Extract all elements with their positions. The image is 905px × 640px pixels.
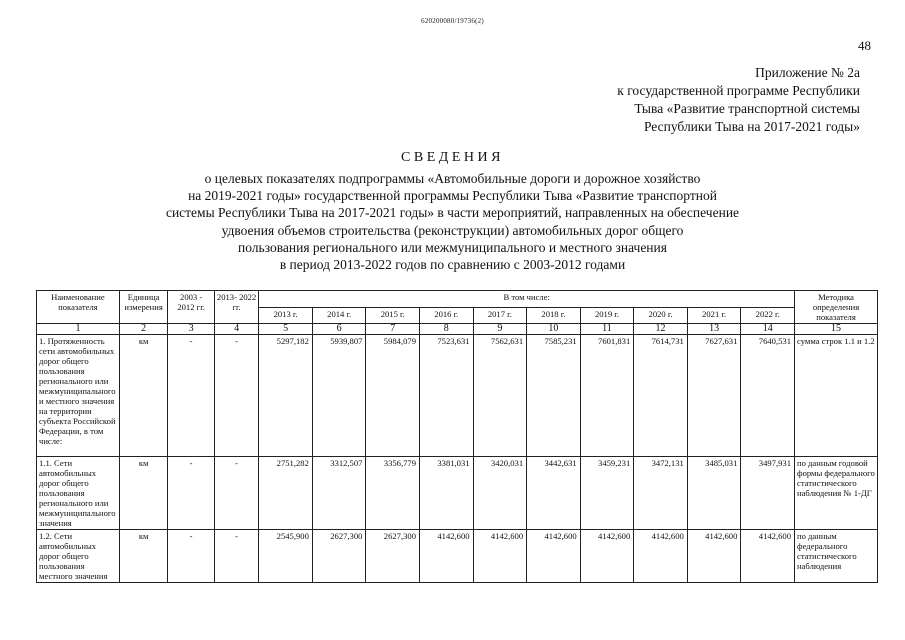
row-value: 2545,900 [259, 530, 313, 583]
row-value: 7627,631 [687, 335, 741, 457]
row-value: 3485,031 [687, 457, 741, 530]
subtitle-line: удвоения объемов строительства (реконструкции) автомобильных дорог общего [221, 222, 684, 238]
column-number: 13 [687, 324, 741, 335]
row-value: 7601,831 [580, 335, 634, 457]
row-value: 4142,600 [473, 530, 527, 583]
header-year: 2022 г. [741, 307, 795, 324]
row-value: 3442,631 [527, 457, 581, 530]
header-year: 2015 г. [366, 307, 420, 324]
column-number: 4 [214, 324, 258, 335]
row-value: 3459,231 [580, 457, 634, 530]
row-name: 1. Протяженность сети автомобильных дорог общего пользования регионального или межмуниципального и местного значения на территории субъекта Российской Федерации, в том числе: [37, 335, 120, 457]
document-subtitle [0, 170, 905, 273]
row-unit: км [119, 530, 168, 583]
row-unit: км [119, 457, 168, 530]
page-number: 48 [858, 38, 871, 53]
document-id: 620200080/19736(2) [421, 17, 484, 25]
row-method: сумма строк 1.1 и 1.2 [795, 335, 878, 457]
row-value: 2627,300 [366, 530, 420, 583]
header-including: В том числе: [259, 291, 795, 308]
header-year: 2020 г. [634, 307, 688, 324]
header-method: Методика определения показателя [795, 291, 878, 324]
header-period-2003-2012: 2003 - 2012 гг. [168, 291, 214, 324]
row-value: 4142,600 [420, 530, 474, 583]
column-number: 14 [741, 324, 795, 335]
column-number: 6 [312, 324, 366, 335]
row-period-2003-2012: - [168, 457, 214, 530]
row-value: 7523,631 [420, 335, 474, 457]
subtitle-line: о целевых показателях подпрограммы «Автомобильные дороги и дорожное хозяйство [204, 171, 701, 186]
column-number: 1 [37, 324, 120, 335]
header-year: 2014 г. [312, 307, 366, 324]
row-value: 4142,600 [580, 530, 634, 583]
row-period-2013-2022: - [214, 335, 258, 457]
appendix-line: Приложение № 2а [755, 65, 860, 80]
row-value: 4142,600 [527, 530, 581, 583]
subtitle-line: на 2019-2021 годы» государственной программы Республики Тыва «Развитие транспортной [188, 188, 717, 204]
row-value: 7562,631 [473, 335, 527, 457]
column-number: 3 [168, 324, 214, 335]
row-method: по данным федерального статистического наблюдения [795, 530, 878, 583]
header-year: 2013 г. [259, 307, 313, 324]
row-value: 4142,600 [741, 530, 795, 583]
appendix-line: Тыва «Развитие транспортной системы [634, 101, 860, 116]
table-row [37, 530, 878, 583]
row-value: 5984,079 [366, 335, 420, 457]
column-number: 7 [366, 324, 420, 335]
column-number: 8 [420, 324, 474, 335]
header-year: 2016 г. [420, 307, 474, 324]
row-period-2013-2022: - [214, 530, 258, 583]
column-number: 11 [580, 324, 634, 335]
document-heading: СВЕДЕНИЯ [401, 150, 504, 165]
appendix-line: Республики Тыва на 2017-2021 годы» [643, 119, 860, 134]
header-year: 2017 г. [473, 307, 527, 324]
row-period-2013-2022: - [214, 457, 258, 530]
row-value: 3312,507 [312, 457, 366, 530]
row-value: 7585,231 [527, 335, 581, 457]
row-value: 7640,531 [741, 335, 795, 457]
row-value: 3497,931 [741, 457, 795, 530]
table-row [37, 457, 878, 530]
row-value: 3356,779 [366, 457, 420, 530]
column-number: 12 [634, 324, 688, 335]
row-value: 3381,031 [420, 457, 474, 530]
appendix-line: к государственной программе Республики [617, 83, 860, 98]
appendix-note [560, 64, 860, 136]
column-number: 10 [527, 324, 581, 335]
header-year: 2018 г. [527, 307, 581, 324]
column-number: 2 [119, 324, 168, 335]
header-year: 2021 г. [687, 307, 741, 324]
row-name: 1.2. Сети автомобильных дорог общего пользования местного значения [37, 530, 120, 583]
row-value: 2751,282 [259, 457, 313, 530]
subtitle-line: системы Республики Тыва на 2017-2021 годы» в части мероприятий, направленных на обеспечение [165, 205, 740, 221]
row-name: 1.1. Сети автомобильных дорог общего пользования регионального или межмуниципального значения [37, 457, 120, 530]
row-period-2003-2012: - [168, 335, 214, 457]
row-value: 2627,300 [312, 530, 366, 583]
table-row [37, 335, 878, 457]
column-number: 5 [259, 324, 313, 335]
header-unit: Единица измерения [119, 291, 168, 324]
row-value: 3472,131 [634, 457, 688, 530]
column-numbers-row [37, 324, 878, 335]
indicators-table [36, 290, 878, 583]
row-value: 5297,182 [259, 335, 313, 457]
header-name: Наименование показателя [37, 291, 120, 324]
row-unit: км [119, 335, 168, 457]
row-value: 7614,731 [634, 335, 688, 457]
header-period-2013-2022: 2013- 2022 гг. [214, 291, 258, 324]
column-number: 15 [795, 324, 878, 335]
row-period-2003-2012: - [168, 530, 214, 583]
row-value: 3420,031 [473, 457, 527, 530]
row-method: по данным годовой формы федерального статистического наблюдения № 1-ДГ [795, 457, 878, 530]
row-value: 5939,807 [312, 335, 366, 457]
row-value: 4142,600 [687, 530, 741, 583]
subtitle-line: пользования регионального или межмуниципального и местного значения [238, 239, 667, 255]
header-year: 2019 г. [580, 307, 634, 324]
subtitle-line: в период 2013-2022 годов по сравнению с 2003-2012 годами [279, 257, 626, 273]
column-number: 9 [473, 324, 527, 335]
row-value: 4142,600 [634, 530, 688, 583]
